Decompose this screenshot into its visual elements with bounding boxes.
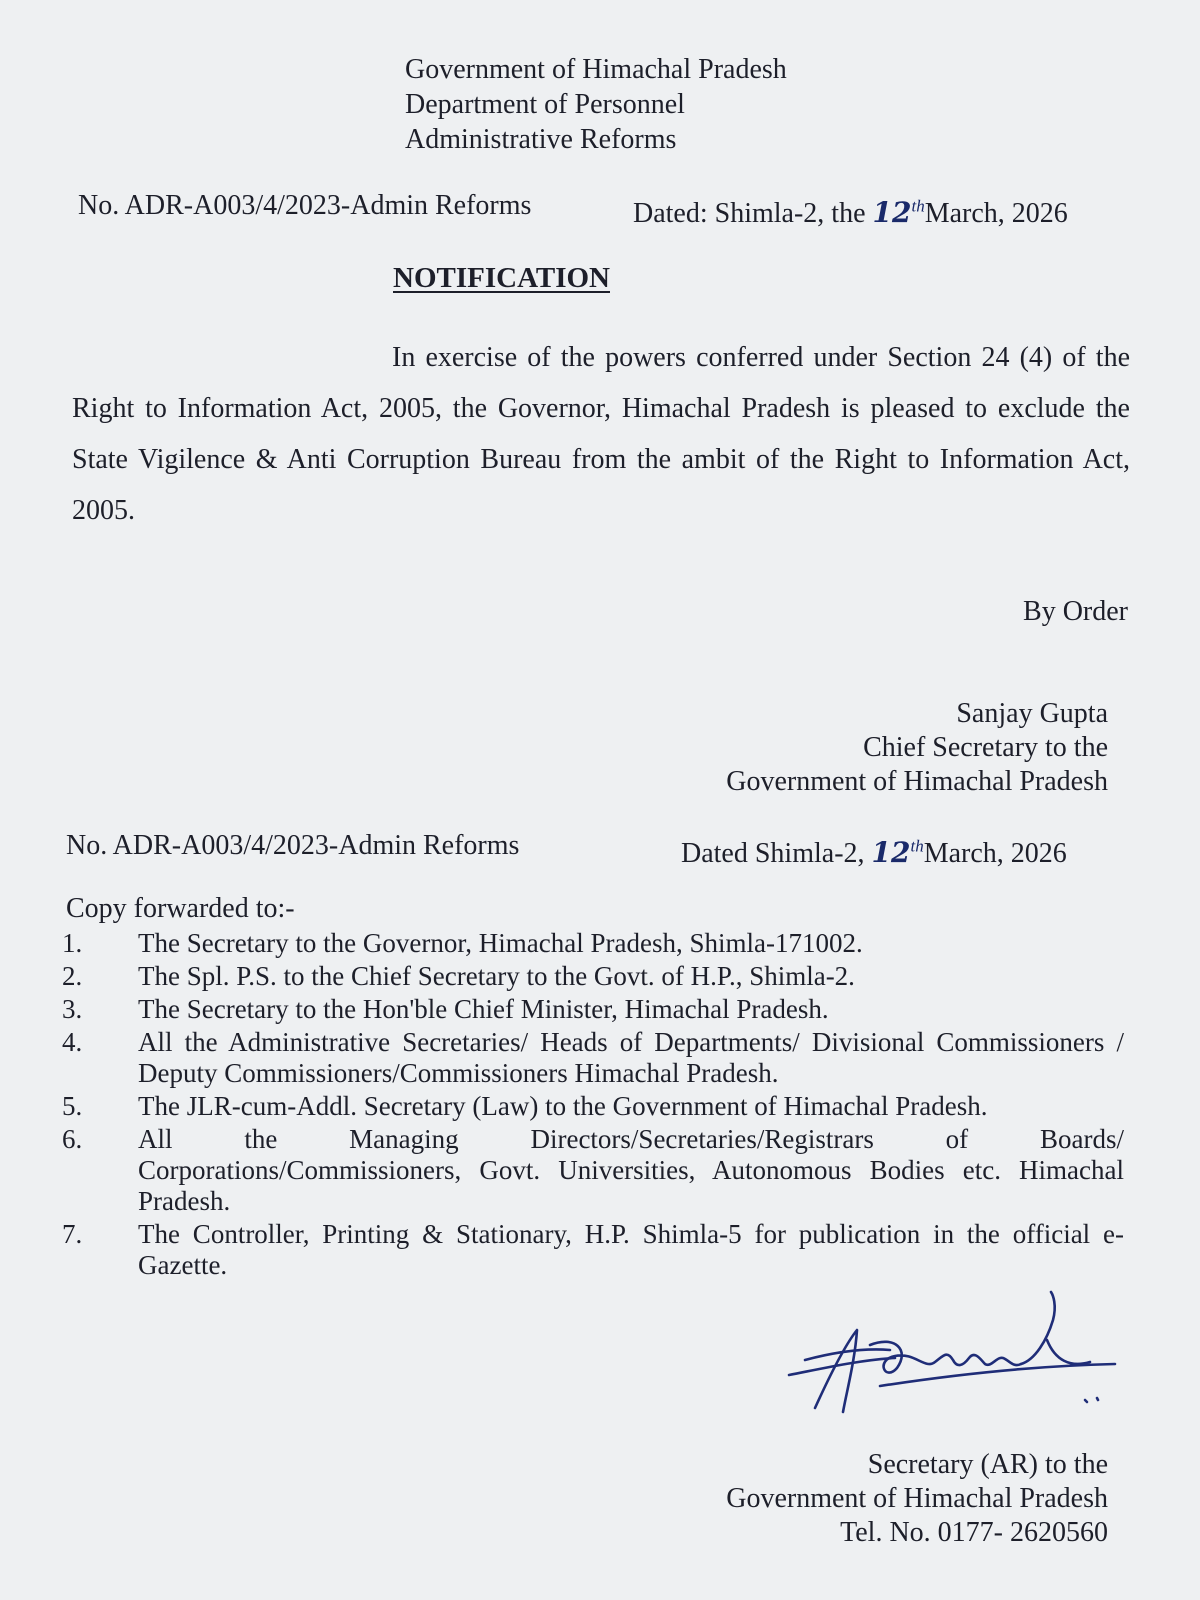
notification-body: In exercise of the powers conferred under Section 24 (4) of the Right to Information Act, 2005, the Governor, Himachal Pradesh is pleased to exclude the State Vigilence & Anti Corruption Bureau from the ambit of the Right to Information Act, 2005. <box>72 342 1130 526</box>
notification-title: NOTIFICATION <box>393 262 610 294</box>
list-item <box>62 1219 1124 1281</box>
list-item-number: 3. <box>62 994 83 1024</box>
signatory-office: Government of Himachal Pradesh <box>726 1483 1108 1514</box>
list-item-number: 2. <box>62 961 83 991</box>
order-date-month-year: March, 2026 <box>924 198 1068 229</box>
signatory-designation: Chief Secretary to the <box>863 732 1108 763</box>
list-item-text: The Controller, Printing & Stationary, H.P. Shimla-5 for publication in the official e-Gazette. <box>138 1219 1124 1280</box>
by-order: By Order <box>1023 596 1128 627</box>
list-item-text: All the Administrative Secretaries/ Heads of Departments/ Divisional Commissioners / Deputy Commissioners/Commissioners Himachal Pradesh. <box>138 1027 1124 1088</box>
signatory-office: Government of Himachal Pradesh <box>726 766 1108 797</box>
signatory-block-chief-secretary <box>726 697 1108 799</box>
telephone-number: Tel. No. 0177- 2620560 <box>840 1517 1108 1548</box>
list-item-text: The Secretary to the Hon'ble Chief Minister, Himachal Pradesh. <box>138 994 829 1024</box>
endorsement-date-day: 12 <box>871 836 911 869</box>
handwritten-signature <box>785 1290 1125 1430</box>
endorsement-reference-number: No. ADR-A003/4/2023-Admin Reforms <box>66 830 520 861</box>
list-item-number: 1. <box>62 928 83 958</box>
order-date-day-suffix: th <box>911 196 925 216</box>
letterhead-branch: Administrative Reforms <box>405 124 677 155</box>
list-item <box>62 1027 1124 1089</box>
order-date-prefix: Dated: Shimla-2, the <box>633 198 866 229</box>
letterhead-government: Government of Himachal Pradesh <box>405 54 787 85</box>
list-item-text: The Secretary to the Governor, Himachal Pradesh, Shimla-171002. <box>138 928 863 958</box>
endorsement-date-prefix: Dated Shimla-2, <box>681 838 865 869</box>
letterhead <box>405 52 787 157</box>
list-item-text: The JLR-cum-Addl. Secretary (Law) to the Government of Himachal Pradesh. <box>138 1091 988 1121</box>
list-item <box>62 961 1124 992</box>
endorsement-date-month-year: March, 2026 <box>923 838 1067 869</box>
list-item-number: 4. <box>62 1027 83 1057</box>
order-reference-number: No. ADR-A003/4/2023-Admin Reforms <box>78 190 532 221</box>
list-item <box>62 928 1124 959</box>
list-item <box>62 1124 1124 1217</box>
list-item <box>62 994 1124 1025</box>
letterhead-department: Department of Personnel <box>405 89 685 120</box>
list-item-number: 5. <box>62 1091 83 1121</box>
order-date <box>633 196 1068 230</box>
signatory-designation: Secretary (AR) to the <box>867 1449 1108 1480</box>
list-item-number: 6. <box>62 1124 83 1154</box>
list-item-text: All the Managing Directors/Secretaries/Registrars of Boards/ Corporations/Commissioners, Govt. Universities, Autonomous Bodies etc. Himachal Pradesh. <box>138 1124 1124 1216</box>
endorsement-date-day-suffix: th <box>910 836 924 856</box>
endorsement-date <box>681 836 1067 870</box>
recipient-list <box>62 928 1124 1283</box>
copy-forwarded-label: Copy forwarded to:- <box>66 893 295 924</box>
list-item-number: 7. <box>62 1219 83 1249</box>
signatory-block-secretary-ar <box>726 1448 1108 1550</box>
order-date-day: 12 <box>872 196 912 229</box>
signatory-name: Sanjay Gupta <box>956 698 1108 729</box>
list-item-text: The Spl. P.S. to the Chief Secretary to the Govt. of H.P., Shimla-2. <box>138 961 855 991</box>
list-item <box>62 1091 1124 1122</box>
